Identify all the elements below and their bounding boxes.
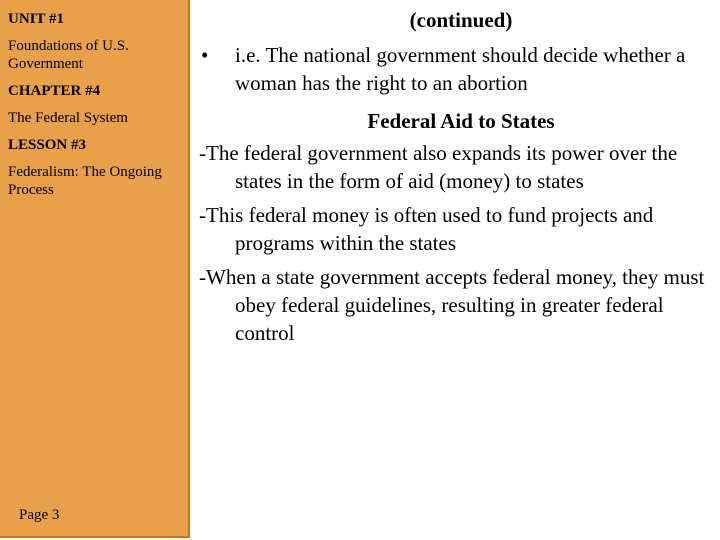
chapter-title: The Federal System <box>8 110 128 126</box>
bullet-icon: • <box>201 43 209 67</box>
bullet-item <box>199 41 715 97</box>
lesson-heading: LESSON #3 <box>8 137 86 153</box>
bullet-text: i.e. The national government should decide whether a woman has the right to an abortion <box>235 43 686 95</box>
chapter-heading: CHAPTER #4 <box>8 83 101 99</box>
slide-title: (continued) <box>409 8 513 32</box>
paragraph-aid: -The federal government also expands its power over the states in the form of aid (money) to states <box>199 141 678 193</box>
main-content <box>199 6 715 347</box>
unit-heading: UNIT #1 <box>8 11 64 27</box>
paragraph-guidelines: -When a state government accepts federal money, they must obey federal guidelines, resulting in greater federal control <box>199 265 705 345</box>
unit-title: Foundations of U.S. Government <box>8 38 129 72</box>
lesson-title: Federalism: The Ongoing Process <box>8 164 162 198</box>
section-heading: Federal Aid to States <box>367 109 555 133</box>
page-number: Page 3 <box>19 507 60 523</box>
paragraph-funding: -This federal money is often used to fund projects and programs within the states <box>199 203 654 255</box>
sidebar-panel <box>0 0 190 538</box>
